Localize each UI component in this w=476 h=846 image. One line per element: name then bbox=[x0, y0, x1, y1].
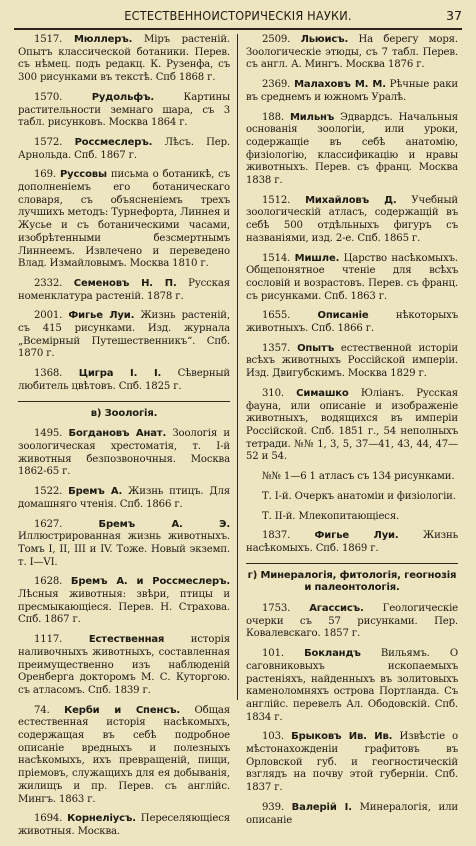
entry-text: Русская номенклатура растеній. 1878 г. bbox=[18, 277, 230, 302]
catalog-entry bbox=[18, 34, 230, 85]
catalog-entry bbox=[246, 253, 458, 304]
entry-author: Симашко bbox=[296, 387, 349, 399]
entry-author: Брыковъ Ив. Ив. bbox=[291, 731, 393, 743]
entry-author: Бремъ А. и Россмеслеръ. bbox=[70, 576, 230, 588]
catalog-entry bbox=[246, 343, 458, 381]
entry-text: исторія наливочныхъ животныхъ, составленная преимущественно изъ наблюденій Оренберга докторомъ М. С. Куторгою. съ атласомъ. Спб. 1839 г. bbox=[18, 634, 230, 696]
entry-author: Мишле. bbox=[294, 252, 340, 264]
entry-text: Геологическіе очерки съ 57 рисунками. Пер. Ковалевскаго. 1857 г. bbox=[246, 603, 458, 640]
entry-number: 1522. bbox=[34, 486, 63, 498]
page-number: 37 bbox=[445, 8, 462, 23]
catalog-entry bbox=[246, 195, 458, 246]
catalog-entry bbox=[18, 634, 230, 698]
catalog-entry bbox=[18, 310, 230, 361]
entry-text: Зоологія и зоологическая хрестоматія, т. І-й животныя безпозвоночныя. Москва 1862-65 г. bbox=[18, 428, 230, 478]
entry-number: 1517. bbox=[34, 34, 63, 45]
entry-text: Переселяющіеся животныя. Москва. bbox=[18, 813, 230, 837]
catalog-entry bbox=[18, 137, 230, 162]
catalog-entry bbox=[18, 519, 230, 570]
catalog-entry bbox=[246, 310, 458, 335]
page-header bbox=[14, 4, 462, 30]
catalog-entry bbox=[246, 79, 458, 104]
entry-number: 310. bbox=[262, 387, 284, 399]
entry-author: Цигра І. І. bbox=[78, 368, 162, 380]
entry-number: 169. bbox=[34, 169, 56, 181]
entry-number: 2332. bbox=[34, 277, 63, 289]
entry-author: Льюисъ. bbox=[300, 34, 349, 45]
entry-author: Мюллеръ. bbox=[73, 34, 133, 45]
catalog-entry bbox=[246, 802, 458, 827]
entry-text: Лѣсныя животныя: звѣри, птицы и пресмыкающіеся. Перев. Н. Страхова. Спб. 1867 г. bbox=[18, 589, 230, 626]
running-title: ЕСТЕСТВЕННОИСТОРИЧЕСКІЯ НАУКИ. bbox=[124, 8, 352, 23]
entry-author: Богдановъ Анат. bbox=[68, 428, 167, 440]
entry-number: 2509. bbox=[262, 34, 291, 45]
entry-text: Сѣверный любитель цвѣтовъ. Спб. 1825 г. bbox=[18, 368, 230, 392]
entry-author: Корнелiусъ. bbox=[67, 813, 136, 825]
catalog-entry bbox=[18, 278, 230, 303]
entry-text: нѣкоторыхъ животныхъ. Спб. 1866 г. bbox=[246, 310, 458, 335]
entry-author: Бремъ А. bbox=[68, 486, 123, 498]
entry-text: Общая естественная исторія насѣкомыхъ, содержащая въ себѣ подробное описаніе вредныхъ и полезныхъ насѣкомыхъ, ихъ превращеній, пищи, пріемовъ, служащихъ для ея добыванія, жилищъ и пр. Перев. съ англійс. Мингъ. 1863 г. bbox=[18, 704, 230, 805]
left-column bbox=[18, 34, 230, 846]
entry-number: 1570. bbox=[34, 91, 63, 103]
entry-text: Извѣстіе о мѣстонахожденіи графитовъ въ Орловской губ. и геогностическій взглядъ на почву этой губерніи. Спб. 1837 г. bbox=[246, 731, 459, 794]
catalog-entry bbox=[246, 511, 458, 524]
catalog-entry bbox=[246, 112, 458, 188]
entry-number: 1514. bbox=[262, 252, 291, 264]
entry-number: 1837. bbox=[262, 530, 291, 542]
catalog-entry bbox=[246, 731, 458, 795]
entry-text: Жизнь птицъ. Для домашняго чтенія. Спб. 1866 г. bbox=[18, 486, 230, 510]
entry-author: Бокландъ bbox=[304, 648, 361, 660]
right-column bbox=[246, 34, 458, 834]
catalog-entry bbox=[246, 491, 458, 504]
entry-number: 1627. bbox=[34, 518, 63, 530]
entry-text: Рѣчные раки въ среднемъ и южномъ Уралѣ. bbox=[246, 79, 458, 103]
entry-number: 1572. bbox=[34, 136, 63, 148]
catalog-entry bbox=[18, 169, 230, 271]
entry-number: 1694. bbox=[34, 813, 63, 825]
entry-number: 1512. bbox=[262, 194, 291, 206]
entry-number: 2369. bbox=[262, 79, 291, 91]
entry-author: Россмеслеръ. bbox=[74, 136, 153, 148]
catalog-entry bbox=[18, 428, 230, 479]
entry-text: Т. І-й. Очеркъ анатоміи и физіологіи. bbox=[262, 490, 456, 502]
section-heading-zoology: в) Зоологія. bbox=[90, 407, 158, 419]
entry-text: письма о ботаникѣ, съ дополненіемъ его ботаническаго словаря, съ объясненіемъ трехъ лучшихъ методъ: Турнефорта, Линнея и Жусье и съ ботаническими часами, изобрѣтенными безсмертнымъ Линнеемъ. Извлечено и переведено Влад. Измайловымъ. Москва 1810 г. bbox=[18, 169, 230, 270]
catalog-entry bbox=[18, 486, 230, 511]
entry-author: Валерій І. bbox=[291, 801, 352, 813]
entry-text: Иллюстрированная жизнь животныхъ. Томъ І, ІІ, ІІІ и ІV. Тоже. Новый экземп. т. І—VІ. bbox=[18, 531, 230, 568]
entry-text: Эдвардсъ. Начальныя основанія зоологіи, или уроки, содержащіе въ себѣ анатомію, физіологію, классификацію и нравы животныхъ. Перев. съ франц. Москва 1838 г. bbox=[246, 111, 458, 187]
entry-number: 101. bbox=[262, 648, 284, 660]
entry-text: естественной исторіи всѣхъ животныхъ Россійской имперіи. Изд. Двигубскимъ. Москва 1829 г. bbox=[246, 342, 458, 380]
catalog-entry bbox=[246, 530, 458, 555]
entry-author: Фигье Луи. bbox=[314, 530, 399, 542]
entry-number: 1117. bbox=[34, 634, 63, 646]
catalog-entry bbox=[18, 368, 230, 393]
entry-author: Бремъ А. Э. bbox=[98, 518, 230, 530]
catalog-entry bbox=[246, 603, 458, 641]
entry-text: Минералогія, или описаніе bbox=[246, 801, 458, 826]
entry-number: 188. bbox=[262, 111, 284, 123]
entry-text: Картины растительности земнаго шара, съ 3 табл. рисунковъ. Москва 1864 г. bbox=[18, 91, 230, 129]
entry-number: 2001. bbox=[34, 310, 63, 322]
catalog-entry bbox=[18, 705, 230, 807]
entry-text: На берегу моря. Зоологическіе этюды, съ 7 табл. Перев. съ англ. А. Мингъ. Москва 1876 г. bbox=[246, 34, 458, 71]
entry-author: Мильнъ bbox=[289, 111, 335, 123]
entry-text: Лѣсъ. Пер. Арнольда. Спб. 1867 г. bbox=[18, 136, 230, 161]
section-divider bbox=[18, 401, 230, 402]
entry-author: Руссовы bbox=[59, 169, 107, 181]
entry-number: 939. bbox=[262, 801, 284, 813]
catalog-entry bbox=[18, 576, 230, 627]
entry-text: Міръ растеній. Опытъ классической ботаники. Перев. съ нѣмец. подъ редакц. К. Рузенфа, съ 300 рисунками въ текстѣ. Спб 1868 г. bbox=[18, 34, 231, 84]
entry-text: Юліанъ. Русская фауна, или описаніе и изображеніе животныхъ, водящихся въ имперіи Россійской. Спб. 1851 г., 54 неполныхъ тетради. №№ 1, 3, 5, 37—41, 43, 44, 47—52 и 54. bbox=[246, 387, 459, 463]
entry-number: 103. bbox=[262, 731, 284, 743]
catalog-entry bbox=[246, 34, 458, 72]
entry-text: №№ 1—6 1 атласъ съ 134 рисунками. bbox=[262, 471, 455, 483]
entry-text: Царство насѣкомыхъ. Общепонятное чтеніе для всѣхъ сословій и возрастовъ. Перев. съ франц. съ рисунками. Спб. 1863 г. bbox=[246, 252, 459, 302]
entry-author: Семеновъ Н. П. bbox=[73, 277, 177, 289]
entry-author: Михайловъ Д. bbox=[305, 194, 397, 206]
entry-author: Фигье Луи. bbox=[68, 310, 135, 322]
entry-number: 1357. bbox=[262, 342, 291, 354]
entry-author: Опытъ bbox=[297, 342, 335, 354]
entry-text: Т. ІІ-й. Млекопитающіеся. bbox=[262, 510, 400, 522]
entry-text: Жизнь насѣкомыхъ. Спб. 1869 г. bbox=[246, 530, 459, 554]
entry-author: Описаніе bbox=[317, 310, 369, 322]
entry-text: Вильямъ. О саговниковыхъ ископаемыхъ растеніяхъ, найденныхъ въ золитовыхъ каменоломняхъ острова Портланда. Съ англійс. перевелъ Ал. Ободовскій. Спб. 1834 г. bbox=[246, 648, 458, 723]
entry-number: 1753. bbox=[262, 603, 291, 615]
section-heading-mineralogy: г) Минералогія, фитологія, геогнозія и палеонтологія. bbox=[247, 569, 457, 594]
entry-number: 1655. bbox=[262, 310, 291, 322]
catalog-entry bbox=[246, 388, 458, 464]
entry-number: 74. bbox=[34, 704, 50, 716]
column-divider bbox=[237, 34, 238, 700]
catalog-entry bbox=[18, 92, 230, 130]
entry-number: 1628. bbox=[34, 576, 63, 588]
entry-author: Естественная bbox=[88, 634, 165, 646]
entry-text: Жизнь растеній, съ 415 рисунками. Изд. журнала „Всемірный Путешественникъ“. Спб. 1870 г. bbox=[18, 310, 230, 360]
catalog-entry bbox=[18, 813, 230, 838]
entry-number: 1495. bbox=[34, 428, 63, 440]
catalog-entry bbox=[246, 471, 458, 484]
entry-author: Рудольфъ. bbox=[91, 91, 155, 103]
catalog-entry bbox=[246, 648, 458, 724]
entry-author: Агассисъ. bbox=[309, 603, 364, 615]
entry-number: 1368. bbox=[34, 368, 63, 380]
entry-author: Керби и Спенсъ. bbox=[64, 704, 181, 716]
entry-text: Учебный зоологическій атласъ, содержащій въ себѣ 500 отдѣльныхъ фигуръ съ названіями, изд. 2-е. Спб. 1865 г. bbox=[246, 194, 458, 244]
section-divider bbox=[246, 563, 458, 564]
entry-author: Малаховъ М. М. bbox=[294, 79, 386, 91]
